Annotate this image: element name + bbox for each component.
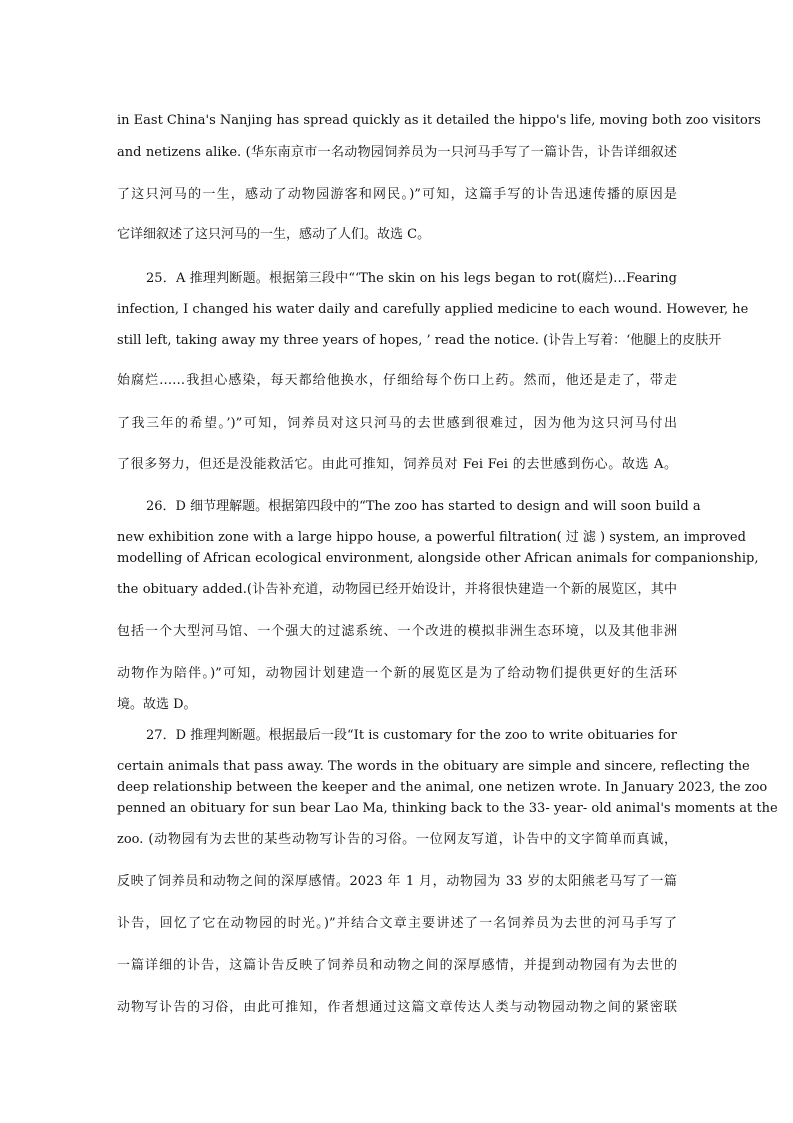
- text-line: 一篇详细的讣告，这篇讣告反映了饲养员和动物之间的深厚感情，并提到动物园有为去世的: [117, 958, 677, 973]
- text-line: 反映了饲养员和动物之间的深厚感情。2023 年 1 月，动物园为 33 岁的太阳熊老马写了一篇: [117, 874, 677, 889]
- text-line: 始腐烂……我担心感染，每天都给他换水，仔细给每个伤口上药。然而，他还是走了，带走: [117, 373, 677, 388]
- text-line: 讣告，回忆了它在动物园的时光。)”并结合文章主要讲述了一名饲养员为去世的河马手写了: [117, 916, 677, 931]
- text-line: 包括一个大型河马馆、一个强大的过滤系统、一个改进的模拟非洲生态环境，以及其他非洲: [117, 624, 677, 639]
- text-line: 了很多努力，但还是没能救活它。由此可推知，饲养员对 Fei Fei 的去世感到伤心。故选 A。: [117, 457, 677, 472]
- text-line: deep relationship between the keeper and the animal, one netizen wrote. In January 2023, the zoo: [117, 780, 768, 795]
- text-line: zoo. (动物园有为去世的某些动物写讣告的习俗。一位网友写道，讣告中的文字简单而真诚，: [117, 832, 677, 847]
- text-line: 了我三年的希望。’)”可知，饲养员对这只河马的去世感到很难过，因为他为这只河马付出: [117, 416, 677, 431]
- text-line: 它详细叙述了这只河马的一生，感动了人们。故选 C。: [117, 227, 431, 242]
- text-line: penned an obituary for sun bear Lao Ma, thinking back to the 33- year- old animal's moments at the: [117, 801, 778, 816]
- answer-27-line: 27．D 推理判断题。根据最后一段“It is customary for the zoo to write obituaries for: [146, 728, 677, 743]
- text-line: infection, I changed his water daily and carefully applied medicine to each wound. However, he: [117, 302, 749, 317]
- text-line: and netizens alike. (华东南京市一名动物园饲养员为一只河马手写了一篇讣告，讣告详细叙述: [117, 145, 677, 160]
- text-line: 境。故选 D。: [117, 697, 197, 712]
- answer-25-line: 25．A 推理判断题。根据第三段中“‘The skin on his legs began to rot(腐烂)…Fearing: [146, 271, 677, 286]
- text-line: in East China's Nanjing has spread quickly as it detailed the hippo's life, moving both zoo visitors: [117, 113, 761, 128]
- text-line: new exhibition zone with a large hippo house, a powerful filtration( 过 滤 ) system, an improved: [117, 530, 746, 545]
- text-line: modelling of African ecological environment, alongside other African animals for companionship,: [117, 551, 759, 566]
- text-line: 了这只河马的一生，感动了动物园游客和网民。)”可知，这篇手写的讣告迅速传播的原因是: [117, 187, 677, 202]
- text-line: certain animals that pass away. The words in the obituary are simple and sincere, reflecting the: [117, 759, 750, 774]
- text-line: still left, taking away my three years of hopes, ’ read the notice. (讣告上写着：‘他腿上的皮肤开: [117, 333, 722, 348]
- text-line: 动物写讣告的习俗，由此可推知，作者想通过这篇文章传达人类与动物园动物之间的紧密联: [117, 1000, 677, 1015]
- answer-26-line: 26．D 细节理解题。根据第四段中的“The zoo has started to design and will soon build a: [146, 499, 701, 514]
- text-line: the obituary added.(讣告补充道，动物园已经开始设计，并将很快建造一个新的展览区，其中: [117, 582, 677, 597]
- text-line: 动物作为陪伴。)”可知，动物园计划建造一个新的展览区是为了给动物们提供更好的生活环: [117, 666, 677, 681]
